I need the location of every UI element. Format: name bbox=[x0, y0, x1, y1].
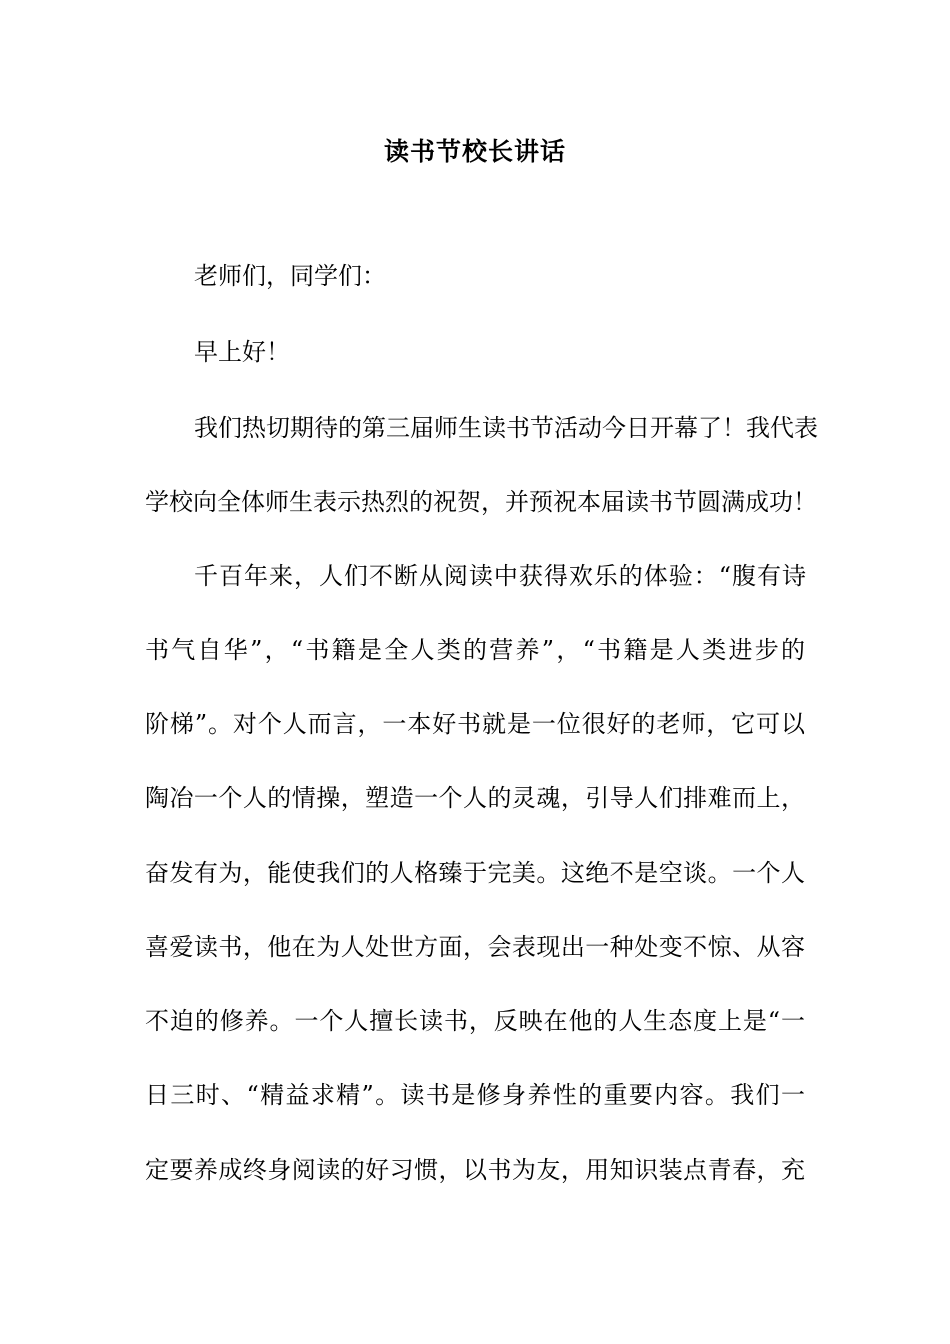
document-title: 读书节校长讲话 bbox=[383, 137, 566, 166]
body-line: 陶冶一个人的情操，塑造一个人的灵魂，引导人们排难而上， bbox=[145, 784, 805, 812]
body-line: 不迫的修养。一个人擅长读书，反映在他的人生态度上是“一 bbox=[145, 1007, 805, 1035]
body-line: 喜爱读书，他在为人处世方面，会表现出一种处变不惊、从容 bbox=[145, 933, 805, 961]
body-line: 奋发有为，能使我们的人格臻于完美。这绝不是空谈。一个人 bbox=[145, 859, 805, 887]
body-line: 千百年来，人们不断从阅读中获得欢乐的体验：“腹有诗 bbox=[194, 562, 806, 590]
greeting-line: 早上好！ bbox=[194, 338, 290, 366]
salutation-line: 老师们，同学们： bbox=[194, 262, 386, 290]
body-line: 定要养成终身阅读的好习惯，以书为友，用知识装点青春，充 bbox=[145, 1156, 805, 1184]
body-line: 学校向全体师生表示热烈的祝贺，并预祝本届读书节圆满成功！ bbox=[145, 488, 817, 516]
body-line: 我们热切期待的第三届师生读书节活动今日开幕了！我代表 bbox=[194, 414, 818, 442]
body-line: 阶梯”。对个人而言，一本好书就是一位很好的老师，它可以 bbox=[145, 710, 805, 738]
body-line: 日三时、“精益求精”。读书是修身养性的重要内容。我们一 bbox=[145, 1081, 805, 1109]
body-line: 书气自华”，“书籍是全人类的营养”，“书籍是人类进步的 bbox=[145, 636, 805, 664]
